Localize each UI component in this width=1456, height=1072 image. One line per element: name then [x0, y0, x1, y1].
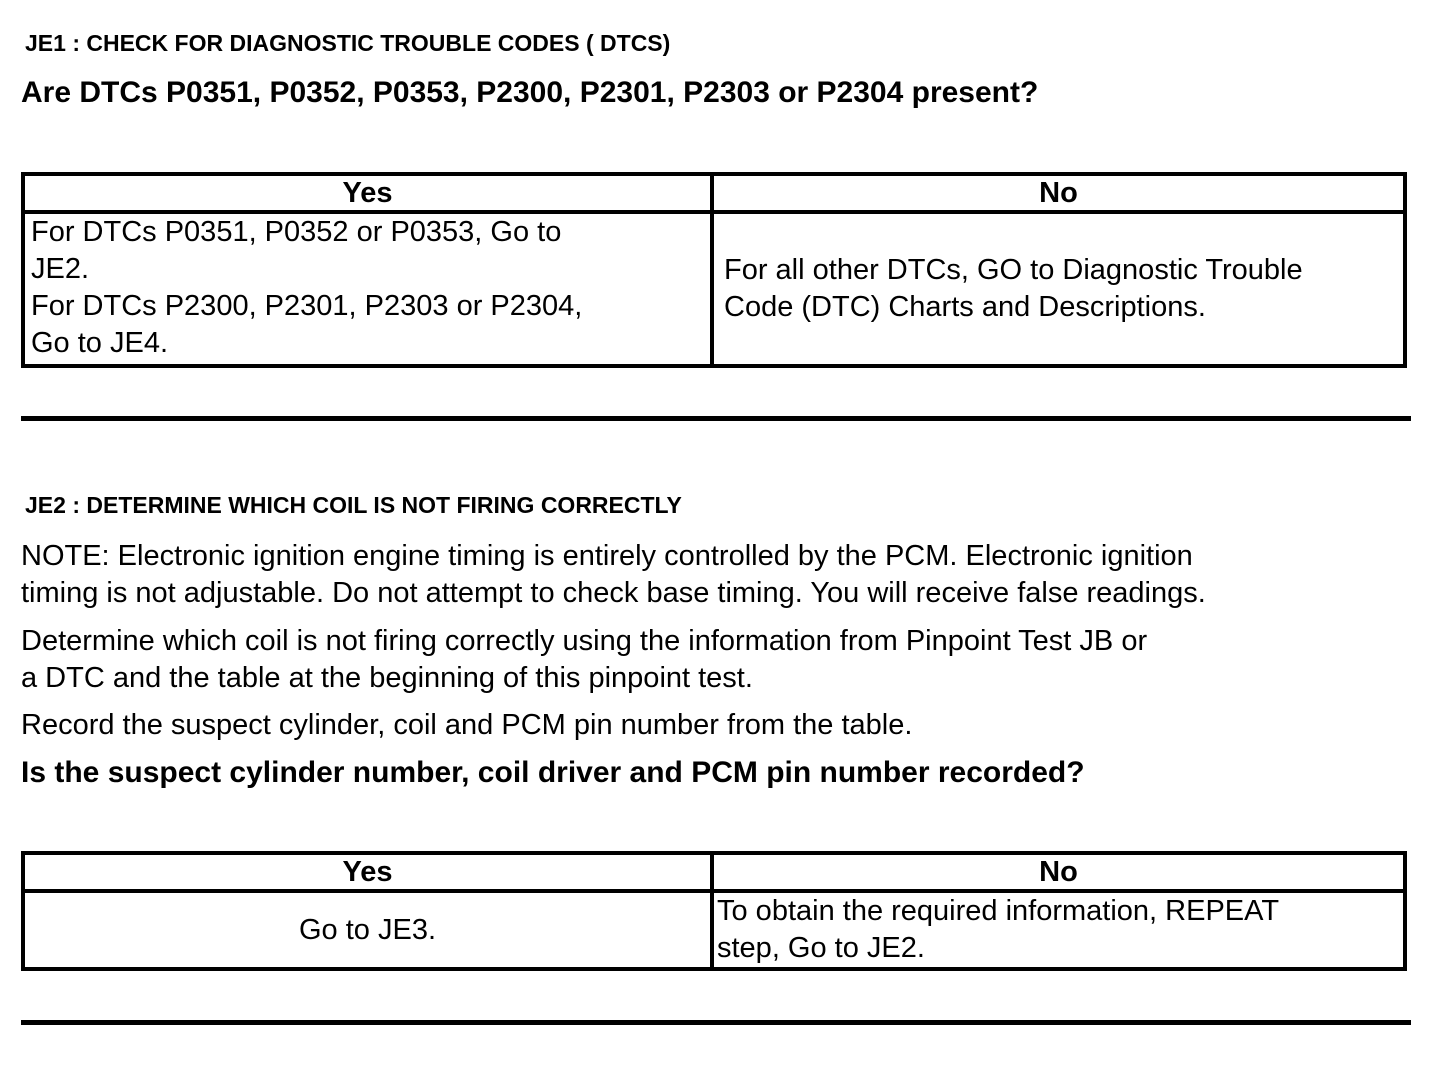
je2-record-instruction: Record the suspect cylinder, coil and PCM pin number from the table. [21, 709, 913, 741]
yes-line: Go to JE4. [31, 327, 169, 359]
instruction-line: Determine which coil is not firing correctly using the information from Pinpoint Test JB or [21, 625, 1148, 657]
no-line: To obtain the required information, REPEAT [717, 895, 1280, 927]
je1-result-table [21, 172, 1407, 368]
table-header-row [23, 174, 1405, 212]
no-cell [712, 891, 1405, 969]
instruction-line: a DTC and the table at the beginning of this pinpoint test. [21, 662, 753, 694]
je1-question: Are DTCs P0351, P0352, P0353, P2300, P2301, P2303 or P2304 present? [21, 76, 1039, 109]
je2-determine-instruction [21, 623, 1147, 697]
section-divider [21, 416, 1411, 421]
je1-heading: JE1 : CHECK FOR DIAGNOSTIC TROUBLE CODES ( DTCS) [25, 30, 671, 56]
no-line: step, Go to JE2. [717, 932, 925, 964]
note-line: timing is not adjustable. Do not attempt to check base timing. You will receive false readings. [21, 577, 1206, 609]
section-divider [21, 1020, 1411, 1025]
yes-line: JE2. [31, 253, 90, 285]
note-line: NOTE: Electronic ignition engine timing is entirely controlled by the PCM. Electronic ignition [21, 540, 1193, 572]
yes-column-header: Yes [23, 174, 712, 212]
no-cell [712, 212, 1405, 366]
yes-cell [23, 891, 712, 969]
no-line: For all other DTCs, GO to Diagnostic Trouble [724, 254, 1303, 286]
table-row [23, 212, 1405, 366]
je2-question: Is the suspect cylinder number, coil driver and PCM pin number recorded? [21, 756, 1085, 789]
yes-cell [23, 212, 712, 366]
yes-text: Go to JE3. [298, 913, 436, 946]
je2-result-table [21, 851, 1407, 971]
no-column-header: No [712, 174, 1405, 212]
table-header-row [23, 853, 1405, 891]
no-column-header: No [712, 853, 1405, 891]
no-line: Code (DTC) Charts and Descriptions. [724, 291, 1206, 323]
je2-note [21, 538, 1206, 612]
je2-heading: JE2 : DETERMINE WHICH COIL IS NOT FIRING CORRECTLY [25, 492, 682, 518]
yes-line: For DTCs P2300, P2301, P2303 or P2304, [31, 290, 583, 322]
table-row [23, 891, 1405, 969]
yes-column-header: Yes [23, 853, 712, 891]
yes-line: For DTCs P0351, P0352 or P0353, Go to [31, 216, 562, 248]
